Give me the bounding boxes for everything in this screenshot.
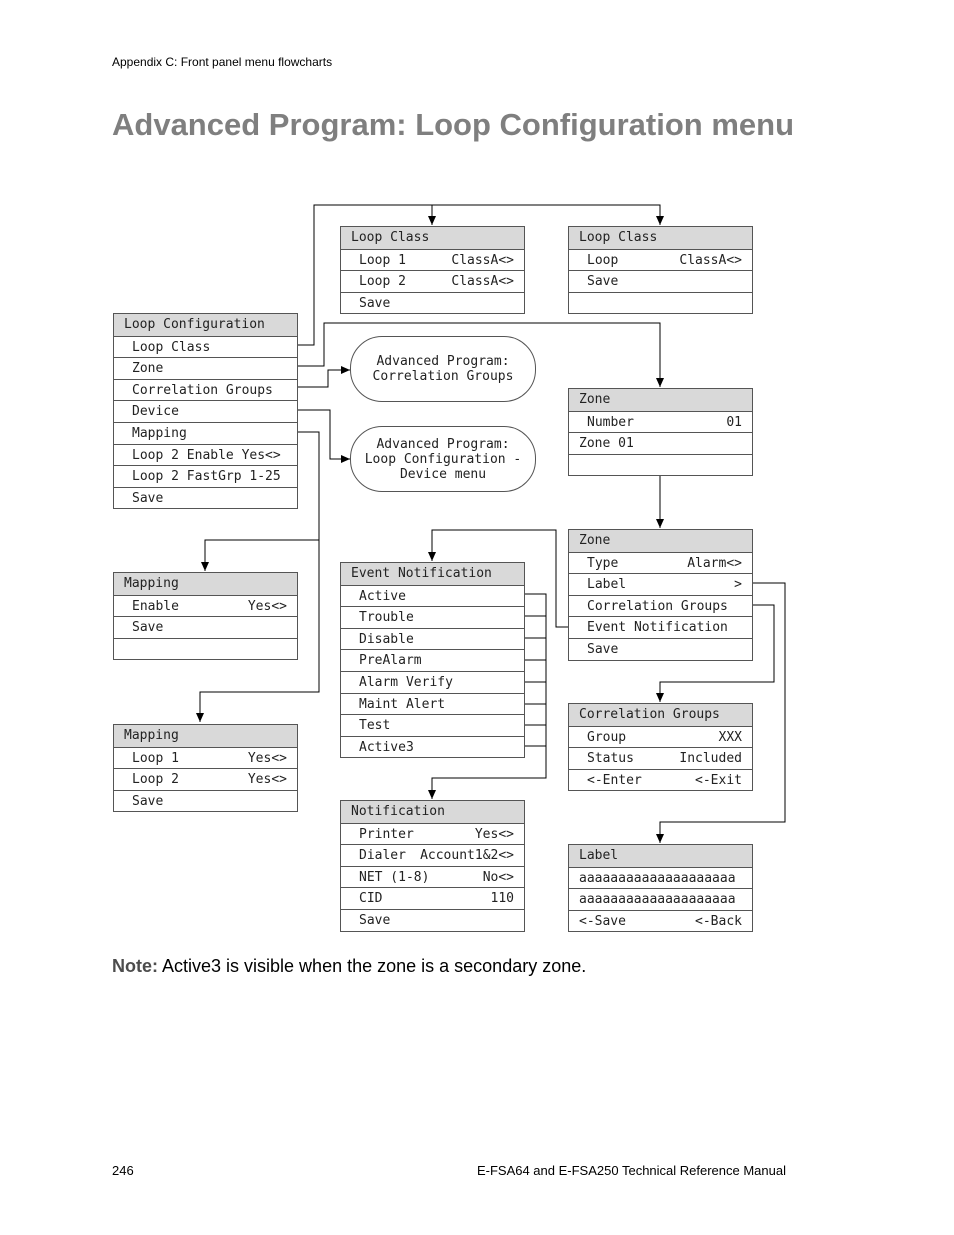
menu-item-dialer[interactable]: Dialer Account1&2<>	[341, 844, 524, 866]
menu-item-mapping[interactable]: Mapping	[114, 422, 297, 444]
menu-item-device[interactable]: Device	[114, 400, 297, 422]
menu-item-loop2-enable[interactable]: Loop 2 Enable Yes<>	[114, 444, 297, 466]
event-notification-menu	[340, 562, 525, 758]
menu-header: Event Notification	[341, 563, 524, 585]
menu-item-zone-type[interactable]: Type Alarm<>	[569, 552, 752, 574]
menu-item-save[interactable]: Save	[341, 909, 524, 931]
zone-select-menu	[568, 388, 753, 476]
menu-item-empty	[114, 638, 297, 660]
connector-correlation	[298, 370, 350, 387]
menu-item-mapping-loop2[interactable]: Loop 2 Yes<>	[114, 768, 297, 790]
loop-class-single-loop-menu	[568, 226, 753, 314]
correlation-groups-menu	[568, 703, 753, 791]
menu-item-active[interactable]: Active	[341, 585, 524, 607]
menu-item-empty	[569, 454, 752, 476]
menu-item-save[interactable]: Save	[114, 487, 297, 509]
note-text: Active3 is visible when the zone is a secondary zone.	[158, 956, 587, 976]
note-label: Note:	[112, 956, 158, 976]
menu-header: Zone	[569, 389, 752, 411]
menu-item-zone-name[interactable]: Zone 01	[569, 432, 752, 454]
zone-edit-menu	[568, 529, 753, 661]
menu-item-mapping-loop1[interactable]: Loop 1 Yes<>	[114, 747, 297, 769]
loop-class-two-loops-menu	[340, 226, 525, 314]
menu-header: Loop Class	[341, 227, 524, 249]
page-title: Advanced Program: Loop Configuration menu	[112, 107, 795, 142]
menu-header: Loop Class	[569, 227, 752, 249]
menu-item-save[interactable]: Save	[114, 616, 297, 638]
menu-item-alarm-verify[interactable]: Alarm Verify	[341, 671, 524, 693]
menu-item-cid[interactable]: CID 110	[341, 887, 524, 909]
menu-item-save-back[interactable]: <-Save <-Back	[569, 910, 752, 932]
menu-item-correlation-groups[interactable]: Correlation Groups	[114, 379, 297, 401]
device-menu-reference[interactable]: Advanced Program: Loop Configuration - Device menu	[350, 426, 536, 492]
menu-item-disable[interactable]: Disable	[341, 628, 524, 650]
menu-item-save[interactable]: Save	[569, 638, 752, 660]
menu-header: Correlation Groups	[569, 704, 752, 726]
menu-header: Loop Configuration	[114, 314, 297, 336]
menu-item-loop-class[interactable]: Loop ClassA<>	[569, 249, 752, 271]
connector-device	[298, 410, 350, 459]
menu-item-status[interactable]: Status Included	[569, 747, 752, 769]
menu-item-save[interactable]: Save	[569, 270, 752, 292]
menu-header: Mapping	[114, 573, 297, 595]
menu-item-trouble[interactable]: Trouble	[341, 606, 524, 628]
menu-header: Label	[569, 845, 752, 867]
menu-header: Notification	[341, 801, 524, 823]
correlation-groups-reference[interactable]: Advanced Program: Correlation Groups	[350, 336, 536, 402]
menu-item-enter-exit[interactable]: <-Enter <-Exit	[569, 769, 752, 791]
mapping-loops-menu	[113, 724, 298, 812]
label-menu	[568, 844, 753, 932]
manual-title: E-FSA64 and E-FSA250 Technical Reference Manual	[476, 1163, 786, 1178]
menu-item-printer[interactable]: Printer Yes<>	[341, 823, 524, 845]
menu-item-group[interactable]: Group XXX	[569, 726, 752, 748]
menu-item-event-notification[interactable]: Event Notification	[569, 616, 752, 638]
menu-item-label-line2[interactable]: aaaaaaaaaaaaaaaaaaaa	[569, 888, 752, 910]
menu-item-save[interactable]: Save	[114, 790, 297, 812]
menu-item-loop-class[interactable]: Loop Class	[114, 336, 297, 358]
menu-item-active3[interactable]: Active3	[341, 736, 524, 758]
menu-item-label-line1[interactable]: aaaaaaaaaaaaaaaaaaaa	[569, 867, 752, 889]
note	[112, 956, 586, 977]
menu-item-loop2-class[interactable]: Loop 2 ClassA<>	[341, 270, 524, 292]
menu-item-zone-number[interactable]: Number 01	[569, 411, 752, 433]
page-number: 246	[112, 1163, 134, 1178]
menu-header: Zone	[569, 530, 752, 552]
menu-item-correlation-groups[interactable]: Correlation Groups	[569, 595, 752, 617]
section-header: Appendix C: Front panel menu flowcharts	[112, 55, 333, 69]
menu-item-net[interactable]: NET (1-8) No<>	[341, 866, 524, 888]
menu-item-mapping-enable[interactable]: Enable Yes<>	[114, 595, 297, 617]
menu-header: Mapping	[114, 725, 297, 747]
menu-item-empty	[569, 292, 752, 314]
menu-item-zone[interactable]: Zone	[114, 357, 297, 379]
menu-item-save[interactable]: Save	[341, 292, 524, 314]
menu-item-prealarm[interactable]: PreAlarm	[341, 649, 524, 671]
menu-item-loop1-class[interactable]: Loop 1 ClassA<>	[341, 249, 524, 271]
menu-item-loop2-fastgrp[interactable]: Loop 2 FastGrp 1-25	[114, 465, 297, 487]
menu-item-test[interactable]: Test	[341, 714, 524, 736]
notification-menu	[340, 800, 525, 932]
menu-item-zone-label[interactable]: Label >	[569, 573, 752, 595]
loop-configuration-menu	[113, 313, 298, 509]
mapping-enable-menu	[113, 572, 298, 660]
menu-item-maint-alert[interactable]: Maint Alert	[341, 693, 524, 715]
